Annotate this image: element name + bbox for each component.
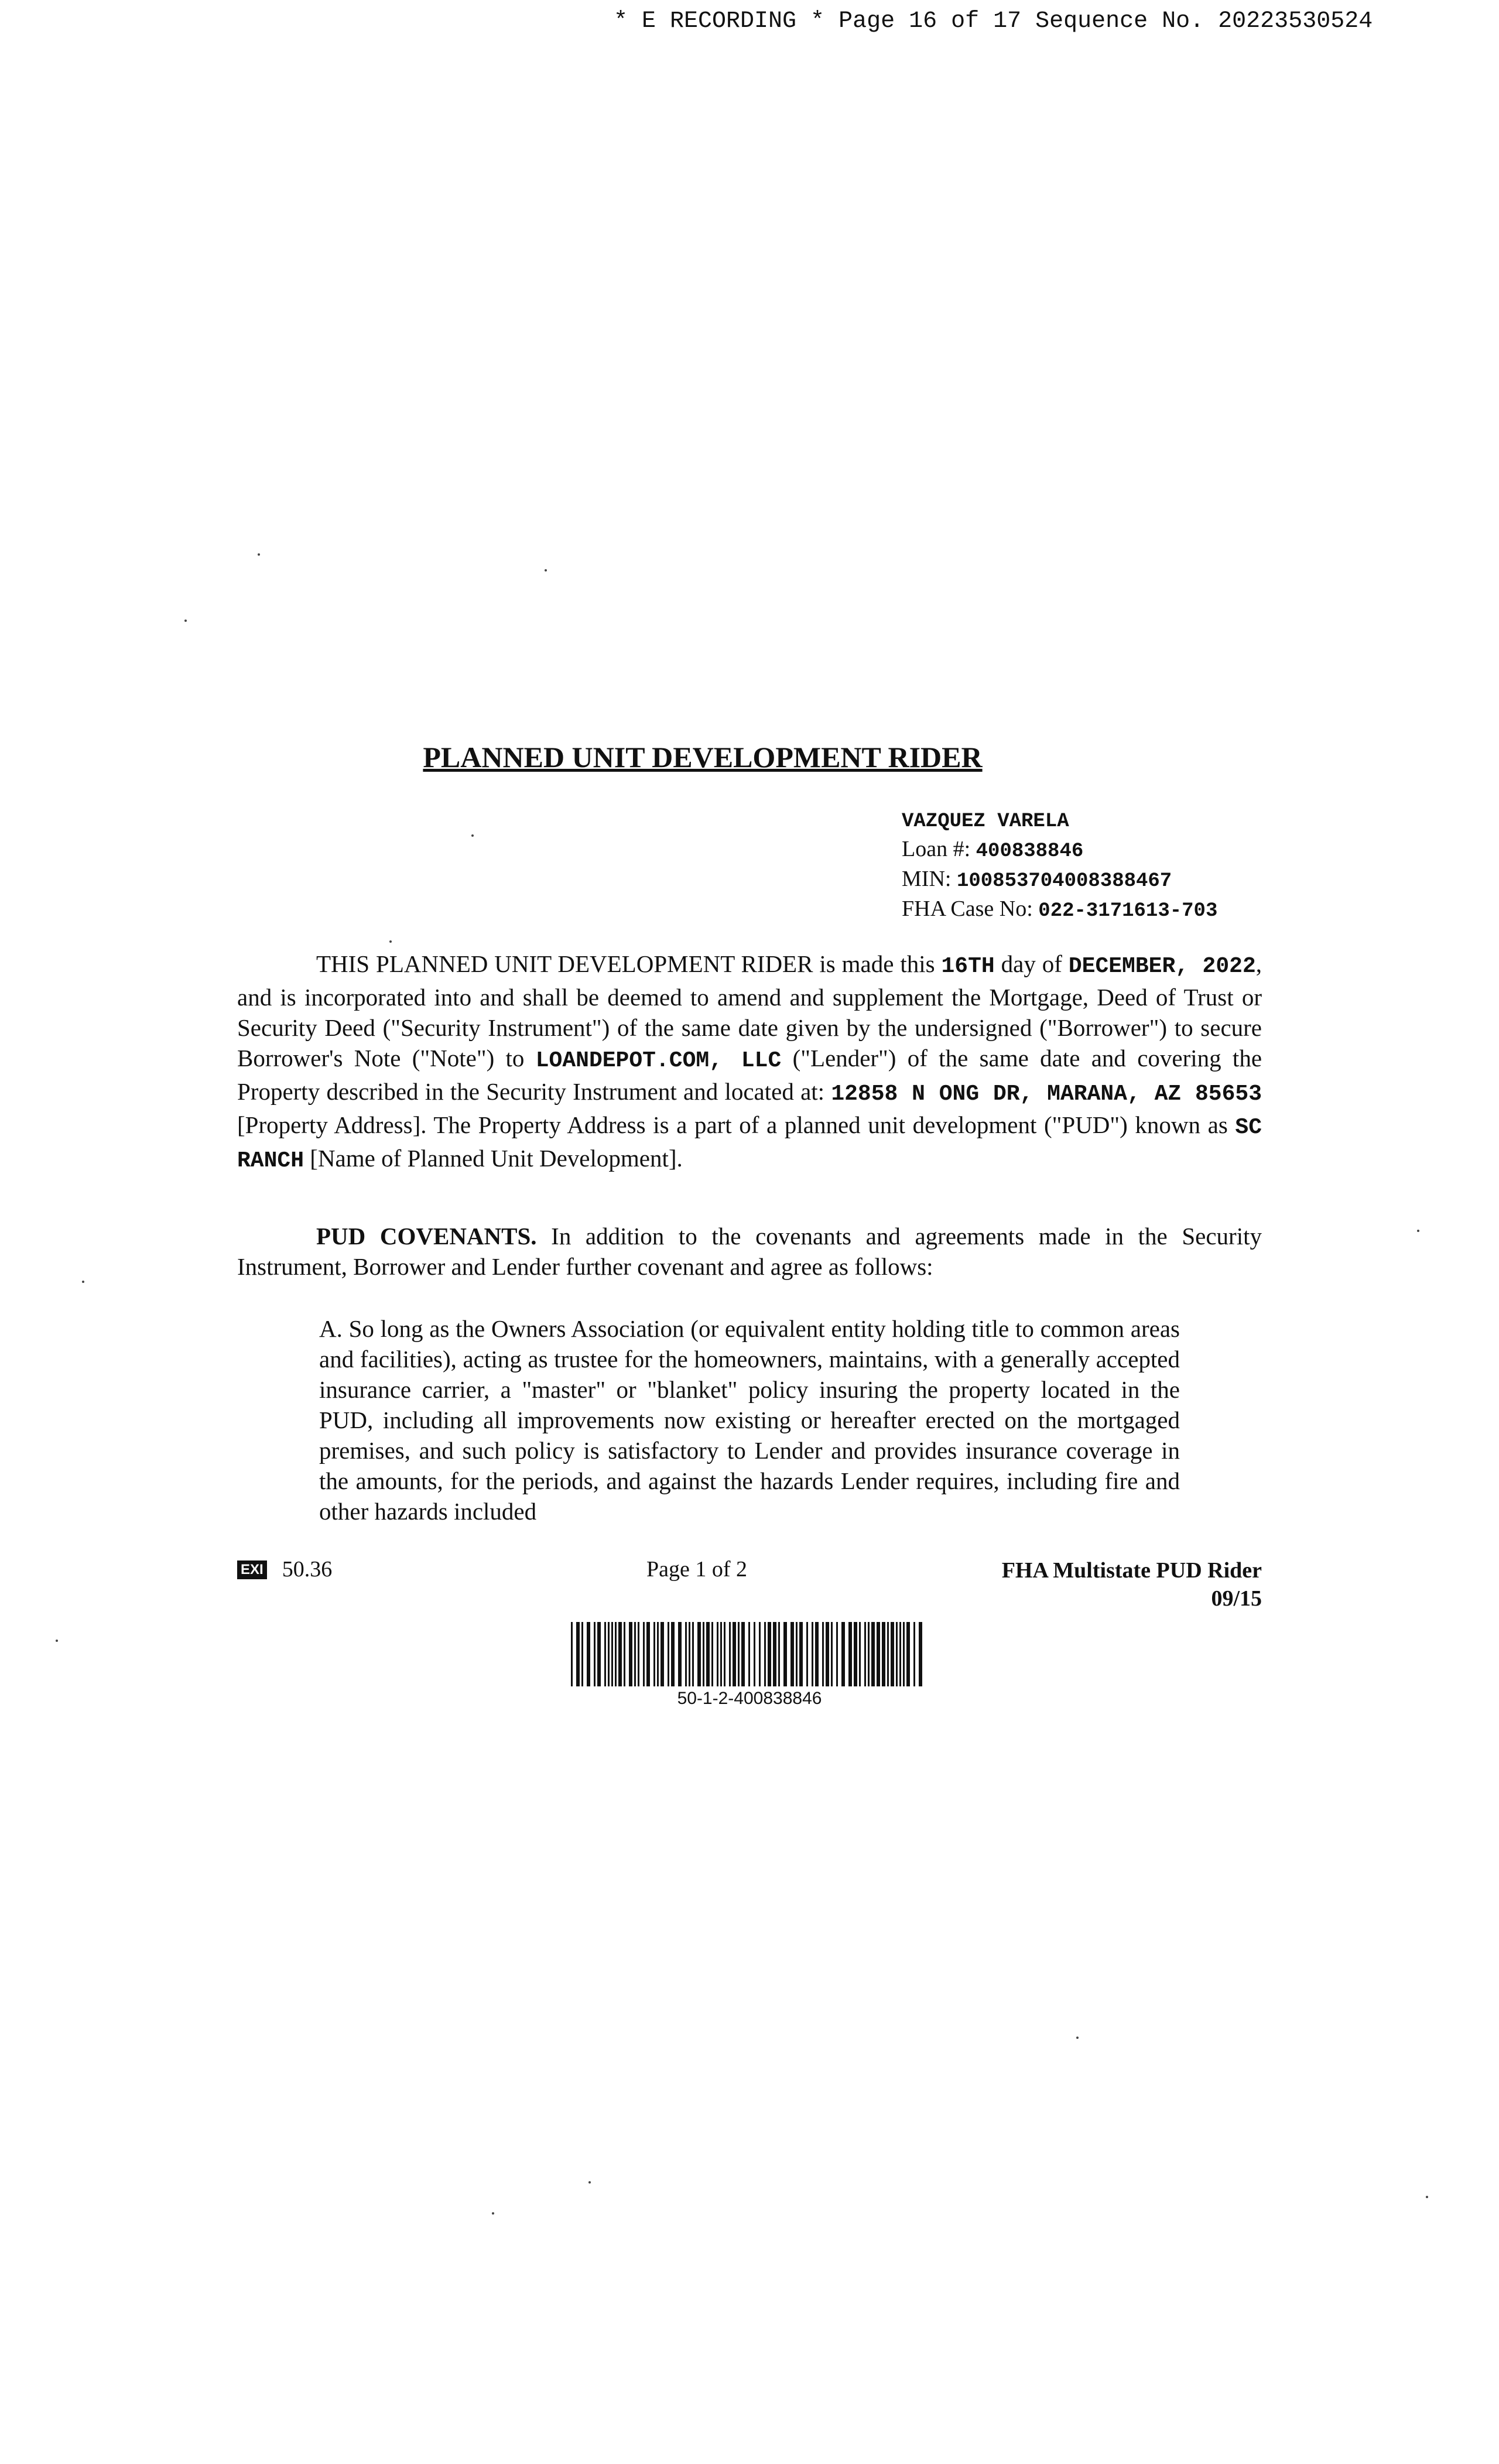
scan-speck xyxy=(56,1640,58,1642)
min-number: 100853704008388467 xyxy=(956,870,1172,892)
scan-speck xyxy=(1426,2196,1428,2198)
ellie-mae-logo-icon: EXI xyxy=(237,1560,267,1579)
form-name-block xyxy=(1002,1556,1262,1613)
intro-text-5: [Property Address]. The Property Address is a part of a planned unit development ("PUD") known as xyxy=(237,1111,1228,1138)
recording-header: * E RECORDING * Page 16 of 17 Sequence No. 20223530524 xyxy=(614,8,1373,35)
loan-number: 400838846 xyxy=(976,840,1084,863)
scan-speck xyxy=(1076,2037,1079,2039)
page-footer xyxy=(237,1556,1262,1615)
form-date: 09/15 xyxy=(1211,1586,1262,1611)
scan-speck xyxy=(258,553,260,556)
intro-text-1: THIS PLANNED UNIT DEVELOPMENT RIDER is made this xyxy=(316,950,935,977)
fha-case-number: 022-3171613-703 xyxy=(1038,900,1218,922)
borrower-name: VAZQUEZ VARELA xyxy=(902,810,1069,833)
loan-info-block xyxy=(902,808,1429,925)
form-code-number: 50.36 xyxy=(282,1557,333,1582)
scan-speck xyxy=(389,940,392,943)
loan-number-row xyxy=(902,836,1429,865)
lender-name: LOANDEPOT.COM, LLC xyxy=(535,1048,782,1073)
scan-speck xyxy=(471,834,474,837)
intro-text-4: ("Lender") of the same date and covering the Property described in the Security Instrument and located at: xyxy=(237,1045,1262,1105)
fha-case-row xyxy=(902,895,1429,925)
intro-text-3: , and is incorporated into and shall be deemed to amend and supplement the Mortgage, Deed of Trust or Security Deed ("Security Instrument") of the same date given by the undersigned ("Borrower") to secure Borrower's Note ("Note") to xyxy=(237,950,1262,1072)
section-a-paragraph: A. So long as the Owners Association (or equivalent entity holding title to common areas and facilities), acting as trustee for the homeowners, maintains, with a generally accepted insurance carrier, a "master" or "blanket" policy insuring the property located in the PUD, including all improvements now existing or hereafter erected on the mortgaged premises, and such policy is satisfactory to Lender and provides insurance coverage in the amounts, for the periods, and against the hazards Lender requires, including fire and other hazards included xyxy=(319,1315,1180,1525)
property-address: 12858 N ONG DR, MARANA, AZ 85653 xyxy=(831,1082,1262,1107)
fha-case-label: FHA Case No: xyxy=(902,896,1033,921)
pud-covenants-heading: PUD COVENANTS. xyxy=(316,1223,537,1250)
barcode-text: 50-1-2-400838846 xyxy=(677,1689,822,1708)
loan-number-label: Loan #: xyxy=(902,837,971,861)
scan-speck xyxy=(492,2212,494,2215)
scan-speck xyxy=(82,1281,84,1283)
pud-name: SC RANCH xyxy=(237,1115,1262,1173)
intro-paragraph xyxy=(237,949,1262,1176)
document-title: PLANNED UNIT DEVELOPMENT RIDER xyxy=(423,741,983,774)
min-row xyxy=(902,865,1429,895)
page-number: Page 1 of 2 xyxy=(646,1557,748,1582)
scan-speck xyxy=(588,2181,591,2184)
intro-text-6: [Name of Planned Unit Development]. xyxy=(310,1145,683,1172)
pud-covenants-text: In addition to the covenants and agreements made in the Security Instrument, Borrower and Lender further covenant and agree as follows: xyxy=(237,1223,1262,1280)
pud-covenants-paragraph xyxy=(237,1221,1262,1282)
scan-speck xyxy=(545,569,547,571)
barcode-block xyxy=(571,1622,928,1709)
rider-month-year: DECEMBER, 2022 xyxy=(1068,954,1256,979)
scan-speck xyxy=(184,620,187,622)
rider-day: 16TH xyxy=(941,954,995,979)
intro-text-2: day of xyxy=(1001,950,1062,977)
barcode-icon xyxy=(571,1622,928,1686)
min-label: MIN: xyxy=(902,867,952,891)
scan-speck xyxy=(1417,1230,1419,1232)
form-name: FHA Multistate PUD Rider xyxy=(1001,1558,1262,1583)
